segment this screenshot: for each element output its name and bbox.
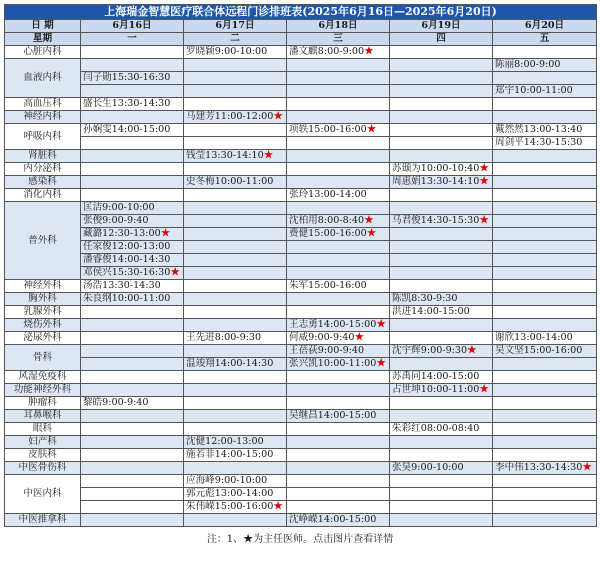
schedule-cell	[81, 371, 184, 384]
schedule-cell: 藏潞12:30-13:00★	[81, 228, 184, 241]
schedule-cell	[493, 228, 597, 241]
weekday-mon: 一	[81, 33, 184, 46]
schedule-cell	[493, 215, 597, 228]
weekday-label: 星期	[5, 33, 81, 46]
department-name: 烧伤外科	[5, 319, 81, 332]
schedule-cell	[493, 254, 597, 267]
department-name: 胸外科	[5, 293, 81, 306]
department-name: 神经外科	[5, 280, 81, 293]
schedule-cell	[81, 410, 184, 423]
schedule-cell: 黎皓9:00-9:40	[81, 397, 184, 410]
schedule-cell	[390, 319, 493, 332]
table-row	[5, 176, 597, 189]
schedule-cell	[184, 228, 287, 241]
table-row	[5, 189, 597, 202]
department-name: 中医骨伤科	[5, 462, 81, 475]
department-name: 呼吸内科	[5, 124, 81, 150]
schedule-cell	[390, 397, 493, 410]
schedule-cell: 何威9:00-9:40★	[287, 332, 390, 345]
weekday-thu: 四	[390, 33, 493, 46]
schedule-cell	[81, 306, 184, 319]
schedule-cell	[184, 85, 287, 98]
schedule-cell	[81, 423, 184, 436]
chief-physician-star-icon: ★	[364, 215, 374, 226]
department-name: 血液内科	[5, 59, 81, 98]
schedule-cell: 郑宇10:00-11:00	[493, 85, 597, 98]
schedule-cell	[287, 384, 390, 397]
schedule-cell	[390, 436, 493, 449]
schedule-cell: 吴继昌14:00-15:00	[287, 410, 390, 423]
schedule-cell	[184, 462, 287, 475]
schedule-cell	[493, 371, 597, 384]
schedule-cell: 周剑平14:30-15:30	[493, 137, 597, 150]
schedule-cell	[287, 449, 390, 462]
table-row	[5, 501, 597, 514]
schedule-table	[4, 4, 597, 527]
schedule-cell	[287, 306, 390, 319]
schedule-cell: 费健15:00-16:00★	[287, 228, 390, 241]
date-label: 日 期	[5, 20, 81, 33]
chief-physician-star-icon: ★	[582, 462, 592, 473]
table-row	[5, 306, 597, 319]
table-row	[5, 293, 597, 306]
schedule-cell	[287, 202, 390, 215]
department-name: 中医内科	[5, 475, 81, 514]
schedule-cell	[390, 46, 493, 59]
schedule-cell: 盛长生13:30-14:30	[81, 98, 184, 111]
schedule-cell: 陈丽8:00-9:00	[493, 59, 597, 72]
table-row	[5, 137, 597, 150]
schedule-cell: 苏颋为10:00-10:40★	[390, 163, 493, 176]
table-row	[5, 358, 597, 371]
schedule-cell	[493, 72, 597, 85]
date-header-row	[5, 20, 597, 33]
schedule-cell: 温竣翔14:00-14:30	[184, 358, 287, 371]
schedule-cell: 史冬梅10:00-11:00	[184, 176, 287, 189]
chief-physician-star-icon: ★	[160, 228, 171, 239]
schedule-cell	[390, 267, 493, 280]
schedule-cell	[184, 293, 287, 306]
schedule-cell	[287, 98, 390, 111]
schedule-cell	[184, 215, 287, 228]
schedule-cell: 朱军15:00-16:00	[287, 280, 390, 293]
schedule-cell	[390, 501, 493, 514]
schedule-cell: 马建芳11:00-12:00★	[184, 111, 287, 124]
schedule-cell: 周惠娟13:30-14:10★	[390, 176, 493, 189]
schedule-cell	[287, 436, 390, 449]
schedule-cell: 沈健12:00-13:00	[184, 436, 287, 449]
date-fri: 6月20日	[493, 20, 597, 33]
department-name: 妇产科	[5, 436, 81, 449]
chief-physician-star-icon: ★	[273, 111, 283, 122]
schedule-cell: 孙娴雯14:00-15:00	[81, 124, 184, 137]
department-name: 泌尿外科	[5, 332, 81, 345]
schedule-cell	[287, 163, 390, 176]
weekday-fri: 五	[493, 33, 597, 46]
chief-physician-star-icon: ★	[479, 215, 489, 226]
schedule-cell	[493, 98, 597, 111]
schedule-cell	[81, 189, 184, 202]
schedule-cell	[390, 358, 493, 371]
schedule-cell	[493, 475, 597, 488]
schedule-cell	[287, 423, 390, 436]
schedule-cell	[390, 254, 493, 267]
schedule-cell	[390, 449, 493, 462]
schedule-cell	[184, 397, 287, 410]
table-row	[5, 449, 597, 462]
schedule-cell	[493, 111, 597, 124]
table-row	[5, 202, 597, 215]
schedule-cell	[287, 254, 390, 267]
table-row	[5, 332, 597, 345]
schedule-cell	[287, 397, 390, 410]
schedule-cell	[184, 423, 287, 436]
table-row	[5, 475, 597, 488]
schedule-cell	[81, 475, 184, 488]
schedule-cell: 任家俊12:00-13:00	[81, 241, 184, 254]
schedule-cell: 苏禹同14:00-15:00	[390, 371, 493, 384]
schedule-cell	[81, 176, 184, 189]
chief-physician-star-icon: ★	[354, 332, 365, 343]
schedule-cell	[81, 358, 184, 371]
schedule-cell	[81, 449, 184, 462]
chief-physician-star-icon: ★	[273, 501, 283, 512]
schedule-cell	[390, 59, 493, 72]
table-row	[5, 410, 597, 423]
table-row	[5, 345, 597, 358]
schedule-cell	[184, 189, 287, 202]
schedule-cell	[287, 150, 390, 163]
schedule-cell	[184, 202, 287, 215]
weekday-header-row	[5, 33, 597, 46]
table-row	[5, 150, 597, 163]
schedule-cell	[493, 306, 597, 319]
schedule-cell	[493, 267, 597, 280]
schedule-cell	[493, 501, 597, 514]
schedule-cell	[390, 475, 493, 488]
table-row	[5, 254, 597, 267]
chief-physician-star-icon: ★	[479, 163, 489, 174]
schedule-cell	[81, 488, 184, 501]
schedule-cell	[390, 124, 493, 137]
footnote: 注：1、★为主任医师。点击图片查看详情	[206, 534, 394, 545]
schedule-cell: 洪进14:00-15:00	[390, 306, 493, 319]
chief-physician-star-icon: ★	[376, 319, 386, 330]
schedule-cell	[390, 332, 493, 345]
department-name: 功能神经外科	[5, 384, 81, 397]
table-row	[5, 319, 597, 332]
schedule-cell: 郭元彪13:00-14:00	[184, 488, 287, 501]
schedule-cell	[390, 72, 493, 85]
schedule-cell: 陈凯8:30-9:30	[390, 293, 493, 306]
table-row	[5, 423, 597, 436]
schedule-cell	[184, 371, 287, 384]
schedule-cell	[493, 514, 597, 527]
schedule-cell: 张兴凯10:00-11:00★	[287, 358, 390, 371]
schedule-cell	[184, 345, 287, 358]
department-name: 乳腺外科	[5, 306, 81, 319]
schedule-cell	[184, 384, 287, 397]
department-name: 耳鼻喉科	[5, 410, 81, 423]
schedule-cell	[390, 410, 493, 423]
schedule-cell: 张俊9:00-9:40	[81, 215, 184, 228]
schedule-cell	[390, 202, 493, 215]
department-name: 眼科	[5, 423, 81, 436]
department-name: 肿瘤科	[5, 397, 81, 410]
schedule-cell	[493, 189, 597, 202]
schedule-cell: 沈柏用8:00-8:40★	[287, 215, 390, 228]
table-row	[5, 124, 597, 137]
schedule-cell: 王志勇14:00-15:00★	[287, 319, 390, 332]
schedule-cell	[390, 241, 493, 254]
schedule-cell	[287, 267, 390, 280]
schedule-cell	[493, 488, 597, 501]
schedule-cell: 谢欣13:00-14:00	[493, 332, 597, 345]
table-row	[5, 371, 597, 384]
schedule-cell	[390, 150, 493, 163]
schedule-cell	[81, 319, 184, 332]
schedule-cell	[493, 280, 597, 293]
chief-physician-star-icon: ★	[479, 176, 489, 187]
schedule-cell: 王蓓荻9:00-9:40	[287, 345, 390, 358]
schedule-cell	[287, 137, 390, 150]
schedule-sheet	[4, 4, 596, 545]
department-name: 中医推拿科	[5, 514, 81, 527]
schedule-cell	[390, 189, 493, 202]
schedule-cell	[287, 72, 390, 85]
schedule-cell	[493, 241, 597, 254]
department-name: 风湿免疫科	[5, 371, 81, 384]
schedule-cell	[81, 345, 184, 358]
schedule-cell	[184, 124, 287, 137]
schedule-cell: 王先进8:00-9:30	[184, 332, 287, 345]
chief-physician-star-icon: ★	[467, 345, 477, 356]
schedule-cell	[81, 111, 184, 124]
schedule-cell: 闫子勋15:30-16:30	[81, 72, 184, 85]
schedule-cell	[81, 436, 184, 449]
table-row	[5, 85, 597, 98]
table-row	[5, 462, 597, 475]
schedule-cell	[287, 293, 390, 306]
date-thu: 6月19日	[390, 20, 493, 33]
schedule-cell	[287, 176, 390, 189]
table-row	[5, 514, 597, 527]
chief-physician-star-icon: ★	[479, 384, 489, 395]
table-row	[5, 215, 597, 228]
schedule-cell: 沈宇辉9:00-9:30★	[390, 345, 493, 358]
schedule-cell: 潘文麒8:00-9:00★	[287, 46, 390, 59]
schedule-cell	[81, 332, 184, 345]
schedule-cell	[390, 98, 493, 111]
schedule-cell	[390, 85, 493, 98]
schedule-cell	[493, 436, 597, 449]
department-name: 骨科	[5, 345, 81, 371]
table-row	[5, 384, 597, 397]
table-row	[5, 163, 597, 176]
schedule-cell: 沈峥嵘14:00-15:00	[287, 514, 390, 527]
department-name: 皮肤科	[5, 449, 81, 462]
schedule-cell: 潘睿俊14:00-14:30	[81, 254, 184, 267]
table-row	[5, 397, 597, 410]
schedule-cell: 罗晓颖9:00-10:00	[184, 46, 287, 59]
department-name: 感染科	[5, 176, 81, 189]
schedule-cell	[184, 72, 287, 85]
table-row	[5, 267, 597, 280]
schedule-cell	[287, 475, 390, 488]
date-tue: 6月17日	[184, 20, 287, 33]
schedule-cell	[81, 384, 184, 397]
schedule-cell	[493, 410, 597, 423]
table-row	[5, 241, 597, 254]
date-wed: 6月18日	[287, 20, 390, 33]
schedule-cell	[184, 267, 287, 280]
schedule-cell	[81, 150, 184, 163]
schedule-cell	[184, 254, 287, 267]
schedule-cell	[81, 85, 184, 98]
schedule-cell	[184, 514, 287, 527]
schedule-cell: 朱良纲10:00-11:00	[81, 293, 184, 306]
department-name: 神经内科	[5, 111, 81, 124]
schedule-cell	[287, 85, 390, 98]
schedule-cell	[493, 449, 597, 462]
schedule-cell: 李中伟13:30-14:30★	[493, 462, 597, 475]
schedule-cell: 施若非14:00-15:00	[184, 449, 287, 462]
schedule-cell	[390, 280, 493, 293]
schedule-cell	[390, 137, 493, 150]
department-name: 肾脏科	[5, 150, 81, 163]
schedule-cell	[287, 501, 390, 514]
chief-physician-star-icon: ★	[170, 267, 180, 278]
schedule-cell	[184, 306, 287, 319]
schedule-cell: 朱彩红08:00-08:40	[390, 423, 493, 436]
schedule-cell: 张昊9:00-10:00	[390, 462, 493, 475]
schedule-cell	[184, 163, 287, 176]
schedule-cell	[287, 488, 390, 501]
schedule-cell	[287, 111, 390, 124]
schedule-cell	[493, 46, 597, 59]
schedule-cell: 钱莹13:30-14:10★	[184, 150, 287, 163]
schedule-cell: 邓侯兴15:30-16:30★	[81, 267, 184, 280]
department-name: 内分泌科	[5, 163, 81, 176]
department-name: 高血压科	[5, 98, 81, 111]
schedule-cell	[493, 423, 597, 436]
schedule-cell	[81, 514, 184, 527]
table-row	[5, 436, 597, 449]
department-name: 心脏内科	[5, 46, 81, 59]
department-name: 普外科	[5, 202, 81, 280]
weekday-tue: 二	[184, 33, 287, 46]
chief-physician-star-icon: ★	[366, 228, 377, 239]
schedule-cell: 占世坤10:00-11:00★	[390, 384, 493, 397]
schedule-cell	[390, 228, 493, 241]
schedule-cell	[81, 163, 184, 176]
schedule-cell: 汤浩13:30-14:30	[81, 280, 184, 293]
schedule-cell	[81, 46, 184, 59]
table-row	[5, 111, 597, 124]
schedule-cell	[81, 137, 184, 150]
table-row	[5, 488, 597, 501]
table-row	[5, 98, 597, 111]
schedule-cell	[184, 319, 287, 332]
schedule-cell	[493, 319, 597, 332]
schedule-cell	[493, 176, 597, 189]
schedule-cell: 吴文坚15:00-16:00	[493, 345, 597, 358]
date-mon: 6月16日	[81, 20, 184, 33]
schedule-cell: 应海峰9:00-10:00	[184, 475, 287, 488]
schedule-cell	[493, 358, 597, 371]
table-row	[5, 46, 597, 59]
table-row	[5, 72, 597, 85]
table-row	[5, 280, 597, 293]
schedule-cell	[184, 241, 287, 254]
schedule-cell	[287, 371, 390, 384]
chief-physician-star-icon: ★	[376, 358, 386, 369]
schedule-cell	[493, 150, 597, 163]
weekday-wed: 三	[287, 33, 390, 46]
schedule-cell	[390, 488, 493, 501]
chief-physician-star-icon: ★	[364, 46, 374, 57]
schedule-cell	[184, 59, 287, 72]
chief-physician-star-icon: ★	[366, 124, 377, 135]
schedule-cell	[390, 514, 493, 527]
schedule-cell	[81, 462, 184, 475]
schedule-cell	[184, 137, 287, 150]
schedule-cell	[287, 241, 390, 254]
schedule-cell: 张玲13:00-14:00	[287, 189, 390, 202]
schedule-cell: 匡洁9:00-10:00	[81, 202, 184, 215]
schedule-cell	[287, 59, 390, 72]
schedule-cell	[184, 280, 287, 293]
schedule-cell	[81, 501, 184, 514]
table-title: 上海瑞金智慧医疗联合体远程门诊排班表(2025年6月16日—2025年6月20日)	[5, 5, 597, 20]
schedule-cell	[493, 293, 597, 306]
schedule-cell	[390, 111, 493, 124]
schedule-cell	[493, 163, 597, 176]
schedule-cell: 戴然然13:00-13:40	[493, 124, 597, 137]
schedule-cell	[287, 462, 390, 475]
schedule-cell: 朱伟嵘15:00-16:00★	[184, 501, 287, 514]
schedule-cell	[184, 98, 287, 111]
chief-physician-star-icon: ★	[263, 150, 274, 161]
table-row	[5, 228, 597, 241]
schedule-cell: 马君俊14:30-15:30★	[390, 215, 493, 228]
table-row	[5, 59, 597, 72]
schedule-cell	[493, 384, 597, 397]
schedule-cell	[184, 410, 287, 423]
schedule-cell: 项轶15:00-16:00★	[287, 124, 390, 137]
schedule-cell	[493, 202, 597, 215]
schedule-cell	[81, 59, 184, 72]
department-name: 消化内科	[5, 189, 81, 202]
schedule-cell	[493, 397, 597, 410]
